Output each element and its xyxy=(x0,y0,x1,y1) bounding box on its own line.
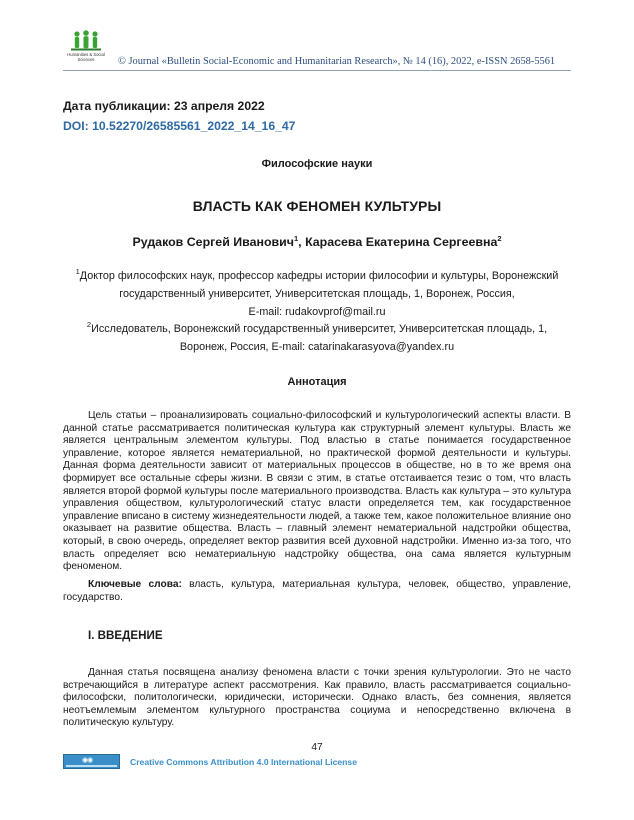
author-1-sup: 1 xyxy=(294,234,299,243)
author-list xyxy=(63,235,571,249)
affiliation-1-sup: 1 xyxy=(75,267,80,276)
introduction-heading: I. ВВЕДЕНИЕ xyxy=(88,629,163,642)
keywords-label: Ключевые слова: xyxy=(88,579,182,590)
section-name: Философские науки xyxy=(261,158,373,170)
doi-link[interactable]: DOI: 10.52270/26585561_2022_14_16_47 xyxy=(63,119,296,133)
logo-text: Humanities & Social Sciences xyxy=(67,52,105,62)
keywords-paragraph xyxy=(63,579,571,604)
abstract-text: Цель статьи – проанализировать социально-философский и культурологический аспекты власти. В данной статье рассматривается политическая культура как структурный элемент культуры. Власть же является центральным элементом культуры. Под властью в статье понимается государственное управление, которое является нематериальной, но практической формой деятельности и культуры. Данная форма деятельности зависит от материальных процессов в обществе, но в то же время она формирует все остальные сферы жизни. В связи с этим, в статье отстаивается тезис о том, что власть является второй формой культуры после материального производства. Власть как культура – это культура управления обществом, культурологический статус власти определяется тем, как государственное управление вписано в систему жизнедеятельности людей, а также тем, какое положительное влияние оно оказывает на развитие общества. Власть – главный элемент нематериальной надстройки общества, который, в свою очередь, определяет вектор развития всей духовной надстройки. Именно из-за того, что власть определяет всю нематериальную надстройку общества, она сама является культурным феноменом. xyxy=(63,410,571,573)
cc-symbols-icon: ◉◉ xyxy=(82,757,93,764)
affiliation-1-email[interactable]: E-mail: rudakovprof@mail.ru xyxy=(248,306,386,318)
introduction-text: Данная статья посвящена анализу феномена власти с точки зрения культурологии. Это не часто встречающийся в литературе аспект рассмотрения. Как правило, власть рассматривается социально-философски, политологически, юридически, исторически. Однако власть, без сомнения, является неотъемлемым элементом культурного пространства социума и непосредственно включена в политическую культуру. xyxy=(63,667,571,729)
author-2-sup: 2 xyxy=(497,234,502,243)
publication-date: Дата публикации: 23 апреля 2022 xyxy=(63,99,265,113)
journal-citation: © Journal «Bulletin Social-Economic and Humanitarian Research», № 14 (16), 2022, e-ISSN 2658-5561 xyxy=(118,56,556,67)
cc-badge-bar xyxy=(66,765,117,767)
affiliation-2-line-1: $^2$Исследователь, Воронежский государственный университет, Университетская площадь, 1, xyxy=(86,320,548,335)
author-2: Карасева Екатерина Сергеевна xyxy=(305,235,498,249)
license-link[interactable]: Creative Commons Attribution 4.0 International License xyxy=(130,757,357,767)
author-separator: , xyxy=(298,235,306,249)
page-number: 47 xyxy=(311,742,323,753)
keywords-list: власть, культура, материальная культура, человек, общество, управление, государство. xyxy=(63,579,571,603)
cc-by-badge-icon[interactable] xyxy=(63,754,120,769)
affiliation-2-sup: 2 xyxy=(86,320,92,329)
article-title: ВЛАСТЬ КАК ФЕНОМЕН КУЛЬТУРЫ xyxy=(192,198,442,214)
affiliation-1-line-1: $^1$Доктор философских наук, профессор кафедры истории философии и культуры, Воронежский xyxy=(75,267,559,282)
author-1: Рудаков Сергей Иванович xyxy=(132,235,294,249)
abstract-heading: Аннотация xyxy=(287,376,347,388)
people-figures-icon xyxy=(63,30,109,52)
header-divider xyxy=(63,70,571,71)
affiliation-1-line-2: государственный университет, Университетская площадь, 1, Воронеж, Россия, xyxy=(119,288,515,300)
journal-logo xyxy=(63,30,109,70)
affiliation-2-line-2[interactable]: Воронеж, Россия, E-mail: catarinakarasyova@yandex.ru xyxy=(179,341,455,353)
